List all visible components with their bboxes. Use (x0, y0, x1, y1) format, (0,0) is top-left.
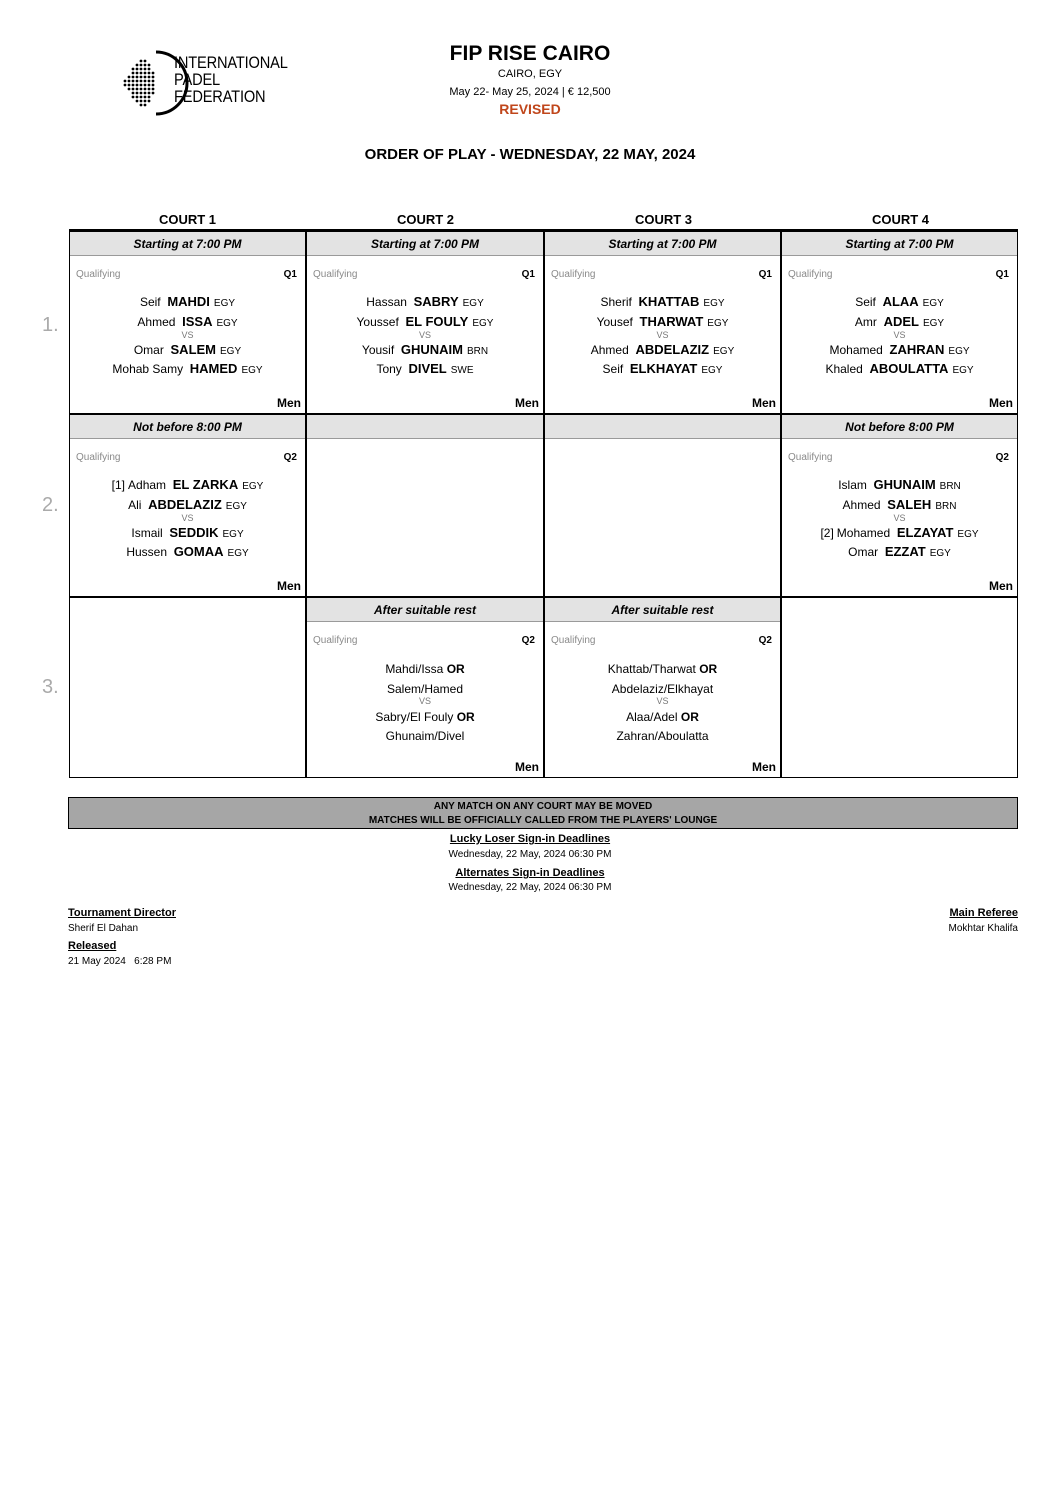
match-code: Q2 (758, 635, 772, 646)
player-first-name: Tony (376, 362, 402, 376)
tbd-team (307, 662, 543, 676)
tbd-team (307, 729, 543, 743)
player-first-name: Ahmed (137, 315, 176, 329)
player-name (782, 361, 1017, 376)
grid-row-divider (69, 596, 1018, 598)
court-4-header: COURT 4 (871, 212, 930, 227)
player-first-name: Islam (838, 478, 867, 492)
player-name (782, 342, 1017, 357)
notice-line: MATCHES WILL BE OFFICIALLY CALLED FROM THE PLAYERS' LOUNGE (368, 815, 718, 826)
player-first-name: Yousif (361, 343, 395, 357)
match-cell (307, 232, 543, 413)
round-label: Qualifying (788, 452, 833, 463)
player-first-name: Youssef (356, 315, 399, 329)
notice-line: ANY MATCH ON ANY COURT MAY BE MOVED (433, 801, 653, 812)
notice-banner (68, 797, 1018, 829)
match-cell (70, 415, 305, 596)
player-first-name: Seif (855, 295, 876, 309)
player-last-name: GHUNAIM (400, 342, 463, 357)
player-name (545, 314, 780, 329)
player-last-name: DIVEL (408, 361, 447, 376)
player-last-name: SALEM (170, 342, 217, 357)
player-name (782, 525, 1017, 540)
tournament-director-label: Tournament Director (68, 907, 176, 919)
player-nationality: EGY (242, 481, 264, 492)
player-first-name: Yousef (596, 315, 633, 329)
player-last-name: EL FOULY (405, 314, 469, 329)
player-name (782, 497, 1017, 512)
row-number: 3. (42, 676, 59, 698)
gender-label: Men (515, 760, 539, 774)
player-last-name: GHUNAIM (873, 477, 936, 492)
player-name (782, 544, 1017, 559)
round-label: Qualifying (76, 452, 121, 463)
player-nationality: EGY (948, 346, 970, 357)
player-nationality: EGY (703, 298, 725, 309)
player-name (70, 294, 305, 309)
court-1-header: COURT 1 (158, 212, 217, 227)
player-first-name: Ahmed (590, 343, 629, 357)
player-nationality: EGY (462, 298, 484, 309)
court-2-header: COURT 2 (396, 212, 455, 227)
match-code: Q2 (283, 452, 297, 463)
player-name (70, 477, 305, 492)
tbd-team-name: Khattab/Tharwat (607, 662, 696, 676)
row-number: 2. (42, 494, 59, 516)
player-last-name: THARWAT (639, 314, 704, 329)
time-band: After suitable rest (545, 598, 780, 622)
or-label: OR (446, 662, 465, 676)
player-nationality: EGY (213, 298, 236, 309)
match-cell (70, 598, 305, 777)
tbd-team-name: Mahdi/Issa (385, 662, 444, 676)
player-name (307, 361, 543, 376)
lucky-loser-deadline-value: Wednesday, 22 May, 2024 06:30 PM (448, 849, 612, 860)
match-code: Q1 (758, 269, 772, 280)
player-nationality: BRN (935, 501, 957, 512)
player-nationality: EGY (225, 501, 247, 512)
player-nationality: EGY (222, 529, 244, 540)
player-first-name: Sherif (600, 295, 632, 309)
player-first-name: Mohamed (836, 526, 891, 540)
player-last-name: EL ZARKA (172, 477, 239, 492)
alternates-deadline-value: Wednesday, 22 May, 2024 06:30 PM (448, 882, 612, 893)
vs-label: VS (181, 330, 194, 340)
player-nationality: EGY (241, 365, 263, 376)
tbd-team (545, 729, 780, 743)
round-label: Qualifying (551, 635, 596, 646)
order-of-play-title: ORDER OF PLAY - WEDNESDAY, 22 MAY, 2024 (364, 146, 696, 163)
player-seed: [2] (820, 526, 834, 540)
time-band (307, 415, 543, 439)
player-name (70, 525, 305, 540)
player-name (307, 342, 543, 357)
player-name (70, 361, 305, 376)
player-nationality: EGY (922, 318, 945, 329)
player-last-name: SABRY (413, 294, 459, 309)
player-nationality: EGY (952, 365, 974, 376)
player-nationality: EGY (713, 346, 735, 357)
vs-label: VS (656, 696, 669, 706)
tbd-team-name: Ghunaim/Divel (385, 729, 465, 743)
player-last-name: ABDELAZIZ (148, 497, 222, 512)
tbd-team (307, 710, 543, 724)
player-first-name: Khaled (825, 362, 863, 376)
match-code: Q2 (995, 452, 1009, 463)
player-last-name: SEDDIK (169, 525, 219, 540)
match-code: Q1 (283, 269, 297, 280)
player-first-name: Seif (602, 362, 624, 376)
match-code: Q2 (521, 635, 535, 646)
time-band: Not before 8:00 PM (782, 415, 1017, 439)
match-cell (782, 598, 1017, 777)
player-first-name: Omar (133, 343, 164, 357)
round-label: Qualifying (313, 269, 358, 280)
player-nationality: EGY (957, 529, 979, 540)
player-first-name: Mohab Samy (112, 362, 184, 376)
logo-line: FEDERATION (174, 87, 266, 106)
grid-divider (305, 229, 307, 778)
gender-label: Men (515, 396, 539, 410)
vs-label: VS (656, 330, 669, 340)
gender-label: Men (277, 396, 301, 410)
player-first-name: Omar (848, 545, 879, 559)
player-last-name: ABOULATTA (869, 361, 949, 376)
player-last-name: ELKHAYAT (629, 361, 698, 376)
tbd-team (545, 662, 780, 676)
player-last-name: ADEL (883, 314, 919, 329)
player-nationality: BRN (939, 481, 961, 492)
match-cell (782, 415, 1017, 596)
player-last-name: MAHDI (167, 294, 210, 309)
main-referee-name: Mokhtar Khalifa (948, 923, 1018, 934)
player-nationality: BRN (466, 346, 489, 357)
vs-label: VS (418, 696, 431, 706)
player-last-name: ZAHRAN (889, 342, 945, 357)
player-name (307, 314, 543, 329)
tournament-location: CAIRO, EGY (497, 68, 563, 80)
released-label: Released (68, 940, 117, 952)
player-name (545, 361, 780, 376)
player-name (545, 342, 780, 357)
time-band (545, 415, 780, 439)
player-nationality: SWE (450, 365, 474, 376)
player-first-name: Mohamed (829, 343, 883, 357)
match-cell (545, 598, 780, 777)
lucky-loser-deadline-title: Lucky Loser Sign-in Deadlines (449, 833, 611, 845)
player-nationality: EGY (929, 548, 951, 559)
player-first-name: Ismail (131, 526, 163, 540)
match-cell (307, 598, 543, 777)
main-referee-label: Main Referee (949, 907, 1018, 919)
player-first-name: Amr (854, 315, 877, 329)
match-cell (782, 232, 1017, 413)
player-nationality: EGY (216, 318, 238, 329)
gender-label: Men (752, 760, 776, 774)
time-band: Starting at 7:00 PM (70, 232, 305, 256)
time-band: Starting at 7:00 PM (545, 232, 780, 256)
time-band: Starting at 7:00 PM (782, 232, 1017, 256)
player-name (70, 314, 305, 329)
player-name (782, 314, 1017, 329)
player-last-name: HAMED (189, 361, 238, 376)
gender-label: Men (752, 396, 776, 410)
tbd-team-name: Alaa/Adel (626, 710, 678, 724)
round-label: Qualifying (551, 269, 596, 280)
grid-divider (543, 229, 545, 778)
player-first-name: Ali (128, 498, 142, 512)
grid-divider (780, 229, 782, 778)
player-name (782, 477, 1017, 492)
row-number: 1. (42, 314, 59, 336)
player-name (70, 544, 305, 559)
player-nationality: EGY (227, 548, 249, 559)
player-last-name: ELZAYAT (896, 525, 954, 540)
alternates-deadline-title: Alternates Sign-in Deadlines (455, 867, 605, 879)
player-last-name: ISSA (182, 314, 213, 329)
vs-label: VS (418, 330, 431, 340)
tournament-dates-prize: May 22- May 25, 2024 | € 12,500 (449, 86, 611, 98)
or-label: OR (456, 710, 475, 724)
or-label: OR (699, 662, 718, 676)
time-band: After suitable rest (307, 598, 543, 622)
gender-label: Men (989, 396, 1013, 410)
player-name (307, 294, 543, 309)
player-last-name: ABDELAZIZ (635, 342, 710, 357)
player-name (70, 342, 305, 357)
released-value: 21 May 2024 6:28 PM (68, 956, 172, 967)
player-last-name: ALAA (882, 294, 919, 309)
or-label: OR (680, 710, 699, 724)
vs-label: VS (893, 330, 906, 340)
player-seed: [1] (111, 478, 126, 492)
tournament-title: FIP RISE CAIRO (449, 42, 611, 65)
tbd-team-name: Sabry/El Fouly (375, 710, 454, 724)
tbd-team (545, 710, 780, 724)
round-label: Qualifying (788, 269, 833, 280)
time-band: Starting at 7:00 PM (307, 232, 543, 256)
vs-label: VS (893, 513, 906, 523)
round-label: Qualifying (76, 269, 121, 280)
player-name (70, 497, 305, 512)
player-nationality: EGY (701, 365, 723, 376)
tbd-team-name: Salem/Hamed (386, 682, 464, 696)
gender-label: Men (989, 579, 1013, 593)
court-3-header: COURT 3 (634, 212, 693, 227)
player-nationality: EGY (472, 318, 494, 329)
player-first-name: Ahmed (842, 498, 881, 512)
round-label: Qualifying (313, 635, 358, 646)
tbd-team-name: Abdelaziz/Elkhayat (611, 682, 714, 696)
player-first-name: Seif (139, 295, 161, 309)
player-first-name: Hussen (126, 545, 168, 559)
logo-line: INTERNATIONAL (174, 53, 288, 72)
logo-wordmark (174, 54, 288, 105)
player-nationality: EGY (707, 318, 729, 329)
player-nationality: EGY (922, 298, 944, 309)
player-last-name: GOMAA (173, 544, 224, 559)
match-cell (545, 415, 780, 596)
player-last-name: EZZAT (884, 544, 926, 559)
revised-badge: REVISED (499, 101, 561, 117)
player-last-name: KHATTAB (638, 294, 700, 309)
match-code: Q1 (521, 269, 535, 280)
player-name (782, 294, 1017, 309)
time-band: Not before 8:00 PM (70, 415, 305, 439)
tbd-team (545, 682, 780, 696)
player-first-name: Adham (128, 478, 167, 492)
player-name (545, 294, 780, 309)
tbd-team-name: Zahran/Aboulatta (616, 729, 709, 743)
match-cell (70, 232, 305, 413)
player-last-name: SALEH (887, 497, 932, 512)
tbd-team (307, 682, 543, 696)
match-cell (545, 232, 780, 413)
player-first-name: Hassan (366, 295, 407, 309)
logo-line: PADEL (174, 70, 221, 89)
vs-label: VS (181, 513, 194, 523)
match-code: Q1 (995, 269, 1009, 280)
tournament-director-name: Sherif El Dahan (68, 923, 139, 934)
grid-row-divider (69, 413, 1018, 415)
player-nationality: EGY (220, 346, 242, 357)
match-cell (307, 415, 543, 596)
gender-label: Men (277, 579, 301, 593)
